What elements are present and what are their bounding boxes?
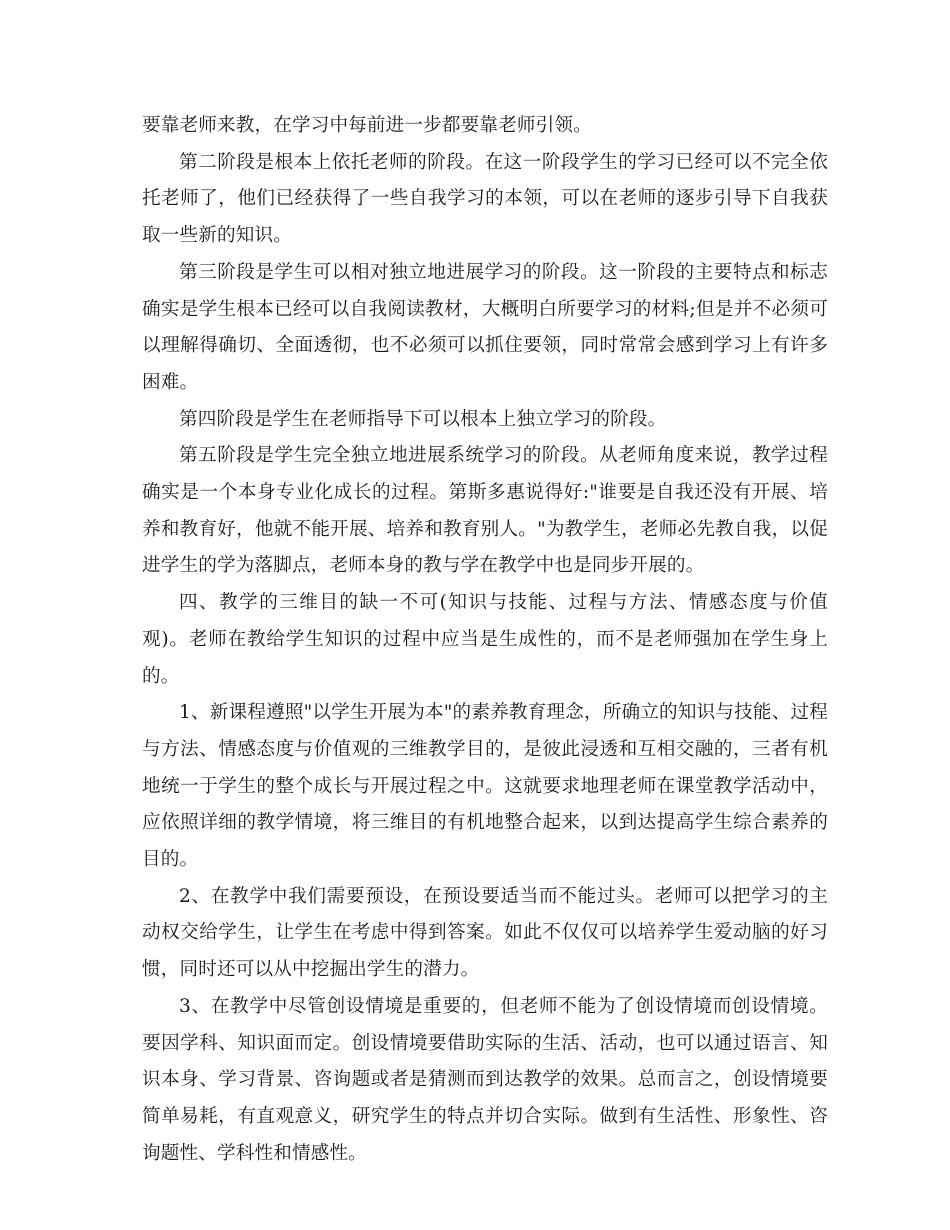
- paragraph-stage-four: 第四阶段是学生在老师指导下可以根本上独立学习的阶段。: [179, 408, 667, 430]
- paragraph-point-three: 3、在教学中尽管创设情境是重要的，但老师不能为了创设情境而创设情境。要因学科、知识面而定。创设情境要借助实际的生活、活动，也可以通过语言、知识本身、学习背景、咨询题或者是猜测而到达教学的效果。总而言之，创设情境要简单易耗，有直观意义，研究学生的特点并切合实际。做到有生活性、形象性、咨询题性、学科性和情感性。: [142, 995, 828, 1164]
- paragraph-point-one: 1、新课程遵照"以学生开展为本"的素养教育理念，所确立的知识与技能、过程与方法、情感态度与价值观的三维教学目的，是彼此浸透和互相交融的，三者有机地统一于学生的整个成长与开展过程之中。这就要求地理老师在课堂教学活动中，应依照详细的教学情境，将三维目的有机地整合起来，以到达提高学生综合素养的目的。: [142, 702, 828, 871]
- document-page: [142, 108, 828, 1172]
- paragraph-section-four: 四、教学的三维目的缺一不可(知识与技能、过程与方法、情感态度与价值观)。老师在教给学生知识的过程中应当是生成性的，而不是老师强加在学生身上的。: [142, 592, 828, 687]
- paragraph-stage-three: 第三阶段是学生可以相对独立地进展学习的阶段。这一阶段的主要特点和标志确实是学生根本已经可以自我阅读教材，大概明白所要学习的材料;但是并不必须可以理解得确切、全面透彻，也不必须可以抓住要领，同时常常会感到学习上有许多困难。: [142, 261, 828, 393]
- paragraph-stage-five: 第五阶段是学生完全独立地进展系统学习的阶段。从老师角度来说，教学过程确实是一个本身专业化成长的过程。第斯多惠说得好:"谁要是自我还没有开展、培养和教育好，他就不能开展、培养和教育别人。"为教学生，老师必先教自我，以促进学生的学为落脚点，老师本身的教与学在教学中也是同步开展的。: [142, 445, 828, 577]
- paragraph-point-two: 2、在教学中我们需要预设，在预设要适当而不能过头。老师可以把学习的主动权交给学生，让学生在考虑中得到答案。如此不仅仅可以培养学生爱动脑的好习惯，同时还可以从中挖掘出学生的潜力。: [142, 885, 828, 981]
- paragraph-stage-two: 第二阶段是根本上依托老师的阶段。在这一阶段学生的学习已经可以不完全依托老师了，他们已经获得了一些自我学习的本领，可以在老师的逐步引导下自我获取一些新的知识。: [142, 151, 828, 247]
- paragraph-continuation: 要靠老师来教，在学习中每前进一步都要靠老师引领。: [142, 115, 592, 136]
